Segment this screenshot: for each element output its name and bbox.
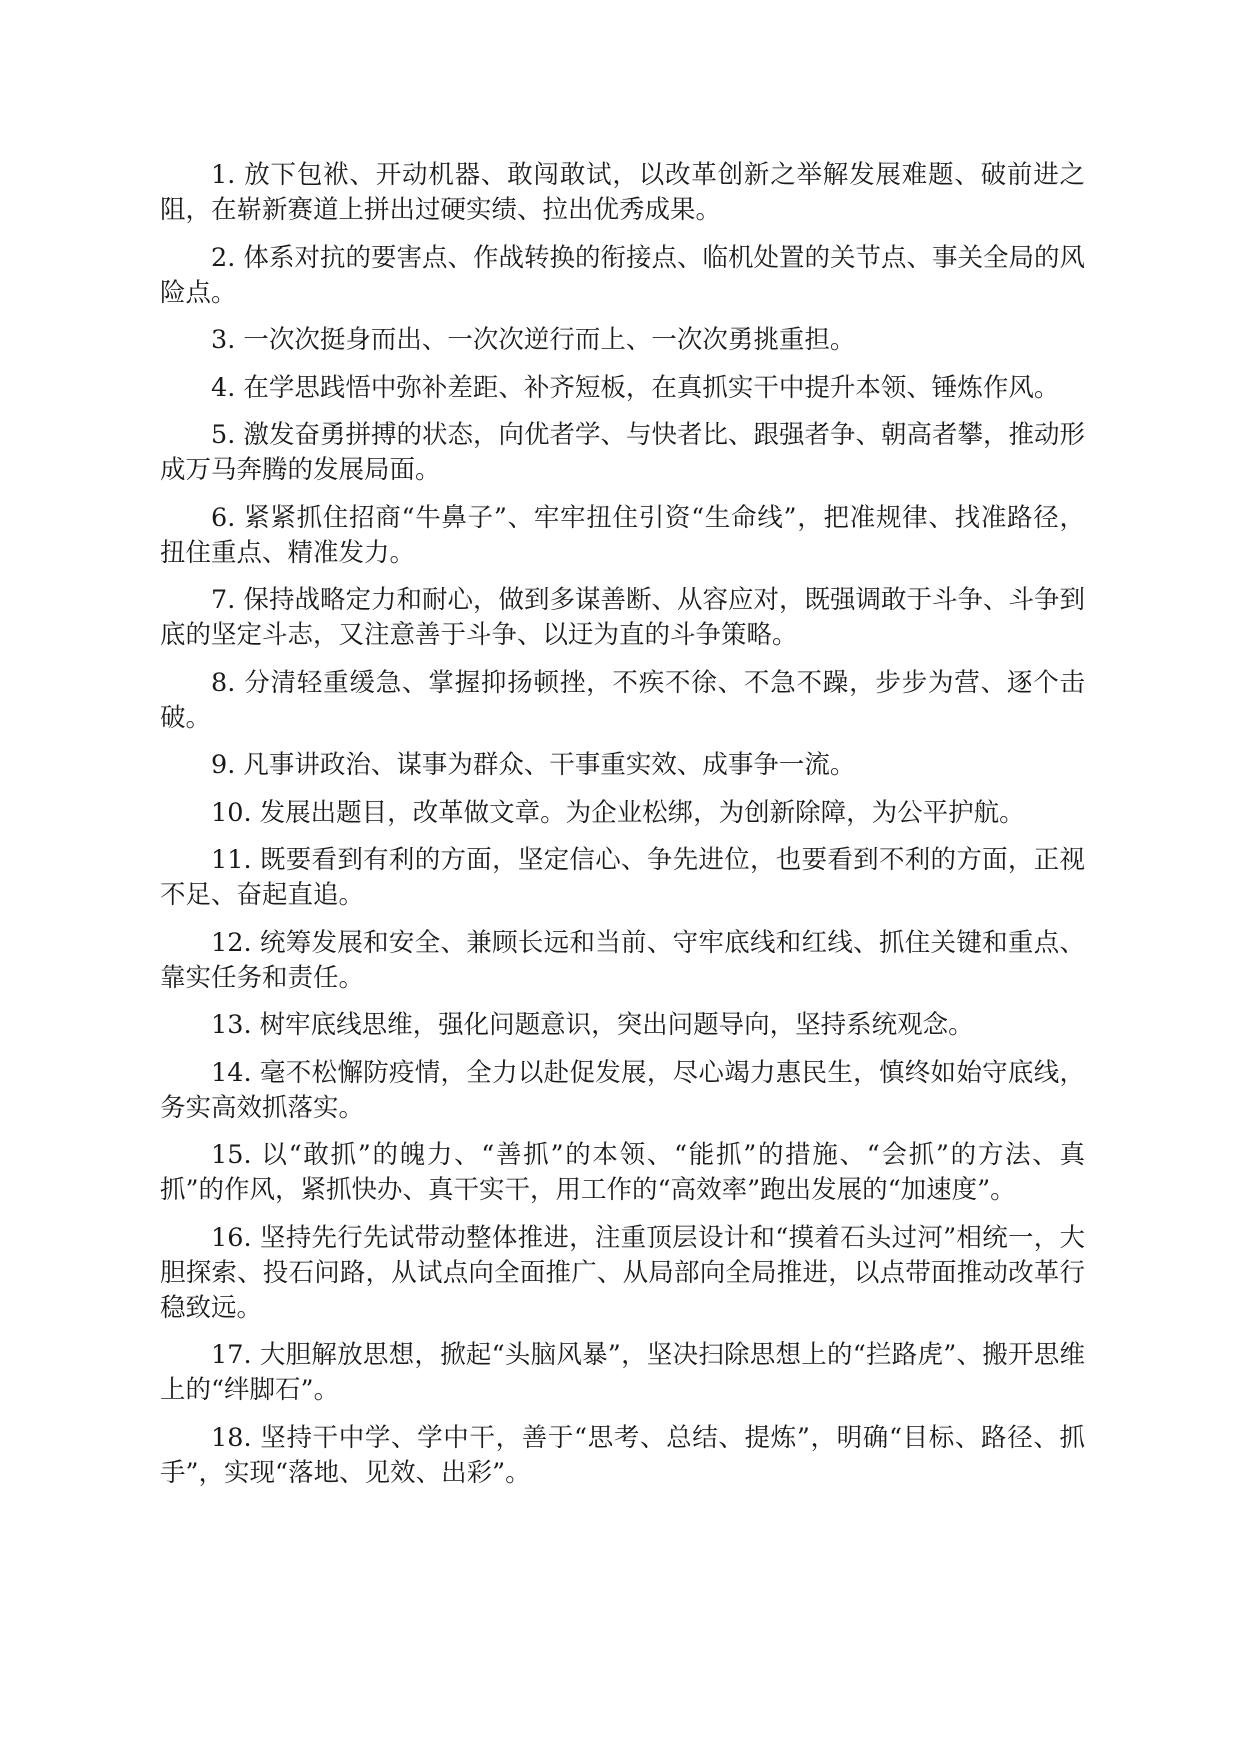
paragraph-item: 14. 毫不松懈防疫情，全力以赴促发展，尽心竭力惠民生，慎终如始守底线，务实高效抓落实。	[160, 1057, 1085, 1123]
paragraph-item: 9. 凡事讲政治、谋事为群众、干事重实效、成事争一流。	[211, 750, 856, 780]
paragraph-item: 2. 体系对抗的要害点、作战转换的衔接点、临机处置的关节点、事关全局的风险点。	[160, 242, 1085, 308]
paragraph-item: 16. 坚持先行先试带动整体推进，注重顶层设计和“摸着石头过河”相统一，大胆探索、投石问路，从试点向全面推广、从局部向全局推进，以点带面推动改革行稳致远。	[160, 1222, 1085, 1323]
paragraph-item: 1. 放下包袱、开动机器、敢闯敢试，以改革创新之举解发展难题、破前进之阻，在崭新赛道上拼出过硬实绩、拉出优秀成果。	[160, 160, 1085, 225]
paragraph-item: 8. 分清轻重缓急、掌握抑扬顿挫，不疾不徐、不急不躁，步步为营、逐个击破。	[160, 667, 1085, 733]
paragraph-item: 4. 在学思践悟中弥补差距、补齐短板，在真抓实干中提升本领、锤炼作风。	[211, 372, 1060, 403]
paragraph-item: 10. 发展出题目，改革做文章。为企业松绑，为创新除障，为公平护航。	[211, 797, 1025, 828]
paragraph-item: 7. 保持战略定力和耐心，做到多谋善断、从容应对，既强调敢于斗争、斗争到底的坚定斗志，又注意善于斗争、以迂为直的斗争策略。	[160, 585, 1085, 650]
paragraph-item: 12. 统筹发展和安全、兼顾长远和当前、守牢底线和红线、抓住关键和重点、靠实任务和责任。	[160, 927, 1085, 993]
paragraph-item: 6. 紧紧抓住招商“牛鼻子”、牢牢扭住引资“生命线”，把准规律、找准路径，扭住重点、精准发力。	[160, 502, 1085, 568]
paragraph-item: 5. 激发奋勇拼搏的状态，向优者学、与快者比、跟强者争、朝高者攀，推动形成万马奔腾的发展局面。	[160, 420, 1085, 485]
paragraph-item: 15. 以“敢抓”的魄力、“善抓”的本领、“能抓”的措施、“会抓”的方法、真抓”的作风，紧抓快办、真干实干，用工作的“高效率”跑出发展的“加速度”。	[160, 1140, 1085, 1205]
paragraph-item: 13. 树牢底线思维，强化问题意识，突出问题导向，坚持系统观念。	[211, 1010, 974, 1040]
paragraph-item: 17. 大胆解放思想，掀起“头脑风暴”，坚决扫除思想上的“拦路虎”、搬开思维上的“绊脚石”。	[160, 1340, 1085, 1405]
document-body	[160, 158, 1085, 1503]
paragraph-item: 18. 坚持干中学、学中干，善于“思考、总结、提炼”，明确“目标、路径、抓手”，实现“落地、见效、出彩”。	[160, 1422, 1085, 1488]
paragraph-item: 3. 一次次挺身而出、一次次逆行而上、一次次勇挑重担。	[211, 325, 856, 355]
paragraph-item: 11. 既要看到有利的方面，坚定信心、争先进位，也要看到不利的方面，正视不足、奋起直追。	[160, 845, 1085, 910]
